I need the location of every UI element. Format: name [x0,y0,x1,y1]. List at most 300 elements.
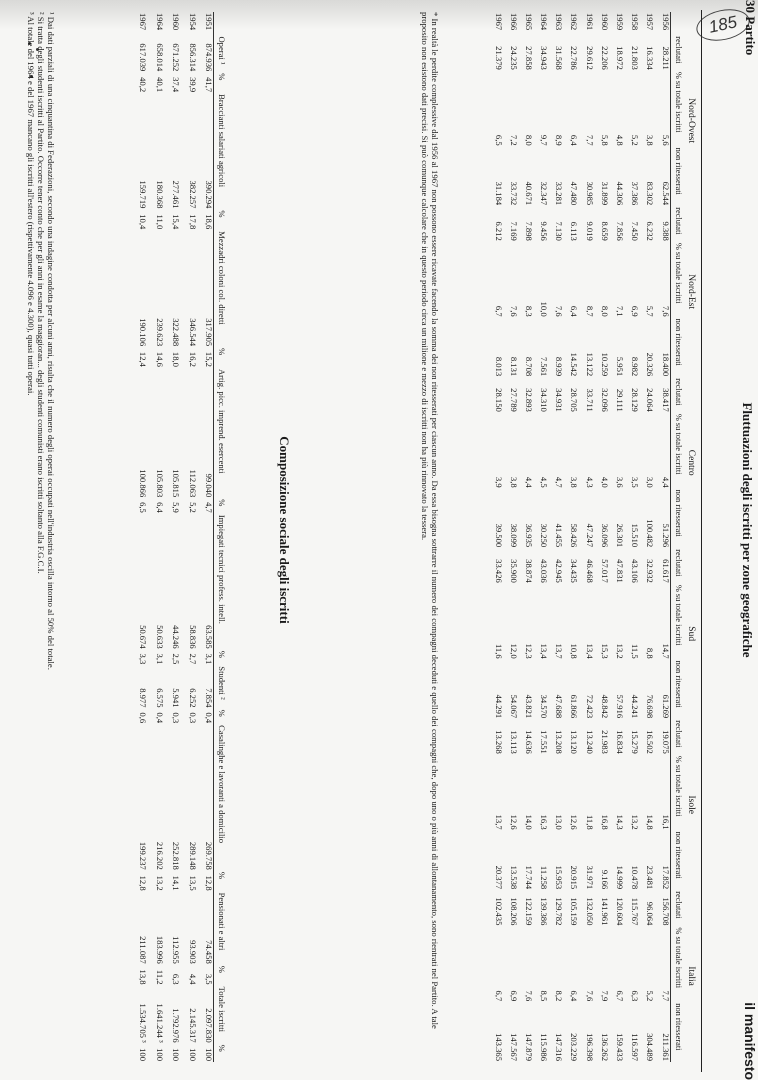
table-cell: 0,4 [154,712,165,724]
year-cell: 1951 [204,13,215,31]
table-cell: 11,6 [493,643,504,659]
table-cell: 44.291 [493,694,504,719]
table-cell: 18,0 [171,351,182,367]
column-header-row [214,12,226,1062]
column-header: non ritesserati [670,831,682,891]
column-header: Pensionati e altri [214,892,226,965]
social-composition-table [131,12,226,1062]
column-header: % [214,498,226,514]
table-cell: 4,7 [554,476,565,488]
table-cell: 54.067 [508,694,519,719]
year-cell: 1958 [630,13,641,31]
table-row [131,12,148,1062]
table-cell: 3,1 [154,653,165,665]
table-row [654,12,670,1062]
table-cell: 7.561 [539,356,550,377]
table-cell: 58.426 [569,523,580,548]
table-cell: 4,0 [599,476,610,488]
table-cell: 44.306 [615,181,626,206]
table-cell: 8,8 [645,647,656,659]
table-cell: 239.623 [154,318,165,347]
table-cell: 100 [154,1048,165,1061]
table-cell: 13,0 [554,814,565,830]
table-cell: 40,1 [154,77,165,93]
table-cell: 5,8 [599,134,610,146]
table-cell: 17.852 [660,865,671,890]
table-cell: 23.481 [645,865,656,890]
table-cell: 216.202 [154,841,165,870]
region-header: Sud [686,626,696,642]
table-cell: 7,9 [599,990,610,1002]
table-cell: 100.866 [138,469,149,498]
year-cell: 1964 [154,13,165,31]
table-cell: 8,3 [523,305,534,317]
table-cell: 0,3 [187,712,198,724]
table-cell: 6,5 [493,134,504,146]
table-row [197,12,214,1062]
table-row [518,12,533,1062]
column-header: % [214,1044,226,1062]
year-cell: 1954 [187,13,198,31]
column-header: reclutati [670,719,682,755]
geographic-fluctuations-table [487,12,695,1062]
table-cell: 41,7 [204,77,215,93]
table-cell: 190.106 [138,318,149,347]
table-cell: 7,1 [615,305,626,317]
table-cell: 3,3 [138,653,149,665]
table-cell: 13.208 [554,730,565,754]
column-header: reclutati [670,548,682,584]
table-cell: 18,6 [204,214,215,230]
table-cell: 22.786 [569,46,580,70]
table-cell: 6,9 [508,990,519,1002]
table-cell: 50.674 [138,625,149,649]
table-cell: 4,5 [539,476,550,488]
table-cell: 58.836 [187,625,198,649]
table-row [609,12,624,1062]
table-cell: 47.247 [584,523,595,548]
table-cell: 15,2 [204,351,215,367]
table-cell: 13,5 [187,875,198,891]
table-cell: 17.551 [539,730,550,754]
table-cell: 5.941 [171,688,182,708]
table-cell: 14.542 [569,352,580,377]
table-cell: 180.368 [154,180,165,209]
table-row [548,12,563,1062]
table-cell: 6,4 [569,305,580,317]
table-cell: 7.898 [523,221,534,241]
table-cell: 39.500 [493,523,504,548]
table-cell: 14,0 [523,814,534,830]
table-cell: 14,8 [645,814,656,830]
table-cell: 76.698 [645,694,656,719]
region-header: Italia [686,966,696,986]
table-cell: 35.900 [508,559,519,583]
footnote: ³ Al totale del 1964 e del 1967 mancano gli iscritti all'estero (rispettivamente 4.096 e 4.300), quasi tutti operai. [26,12,36,396]
table-cell: 28.705 [569,388,580,412]
table-cell: 3,6 [615,476,626,488]
table-cell: 7.130 [554,221,565,241]
table-cell: 18.400 [660,352,671,377]
table-cell: 7,6 [660,305,671,317]
table-cell: 18.972 [615,46,626,70]
year-cell: 1960 [599,13,610,31]
table1-note: * In realtà le perdite complessive dal 1956 al 1967 non possono essere ricavate facendo la somma dei non ritesserati per ciascun anno. Da essa bisogna sottrarre il numero dei compagni deceduti e quello dei compagni che, dopo uno o più anni di allontanamento, sono rientrati nel Partito. A tale proposito non esistono dati precisi. Si può comunque calcolare che in questo periodo circa un milione e mezzo di iscritti non ha più rinnovato la tessera. [420,12,440,1029]
table-cell: 8.939 [554,356,565,377]
table-row [624,12,639,1062]
table-cell: 27.858 [523,46,534,70]
table-cell: 9.166 [599,869,610,890]
year-cell: 1966 [508,13,519,31]
table-cell: 24.235 [508,46,519,70]
column-header: reclutati [670,890,682,926]
table-cell: 12,3 [523,643,534,659]
year-cell: 1960 [171,13,182,31]
table-row [579,12,594,1062]
column-header: non ritesserati [670,147,682,207]
table-cell: 33.426 [493,559,504,583]
table-cell: 159.433 [615,1033,626,1061]
table-cell: 658.014 [154,43,165,72]
table-cell: 3,1 [204,653,215,665]
column-header: % [214,871,226,892]
table-cell: 102.435 [493,897,504,926]
table-cell: 289.148 [187,841,198,870]
footnote: ¹ Dai dati parziali di una cinquantina di Federazioni, secondo una indagine condotta per alcuni anni, risulta che il numero degli operai occupati nell'industria oscilla intorno al 50% del totale. [46,12,56,670]
table-cell: 122.159 [523,897,534,926]
table-cell: 34.435 [569,559,580,583]
table-cell: 6,5 [138,502,149,513]
region-header: Nord-Est [686,274,696,310]
column-header-row [670,12,682,1062]
table-cell: 8,9 [554,134,565,146]
publication-name: il manifesto [742,1002,758,1080]
table-cell: 322.488 [171,318,182,347]
table-cell: 34.943 [539,46,550,70]
table-cell: 112.955 [171,936,182,964]
table-cell: 159.719 [138,180,149,209]
table-cell: 28.150 [493,388,504,412]
table-cell: 856.314 [187,43,198,72]
table-cell: 96.064 [645,901,656,926]
year-cell: 1961 [584,13,595,31]
table-cell: 43.821 [523,694,534,719]
table-cell: 13.240 [584,730,595,754]
table-cell: 16,3 [539,814,550,830]
table-cell: 9,7 [539,134,550,146]
table-cell: 10,0 [539,301,550,317]
table-cell: 36.935 [523,523,534,548]
handwritten-page-number: 185 [693,5,752,46]
table-cell: 62.544 [660,181,671,206]
table-cell: 10,8 [569,643,580,659]
table-cell: 43.036 [539,559,550,583]
table-cell: 6,7 [493,305,504,317]
table-cell: 37.386 [630,181,641,206]
table-cell: 2,7 [187,653,198,665]
table-cell: 115.986 [539,1033,550,1061]
table-cell: 8.708 [523,356,534,377]
table-cell: 10.259 [599,352,610,377]
table-cell: 8,0 [523,134,534,146]
table-cell: 4,8 [615,134,626,146]
table-cell: 30.985 [584,181,595,206]
table-cell: 6,7 [493,990,504,1002]
table-cell: 1.641.244 ³ [154,1003,165,1043]
table-cell: 7,6 [508,305,519,317]
table-cell: 4,4 [187,973,198,985]
region-header: Nord-Ovest [686,98,696,144]
table-cell: 8,2 [554,990,565,1002]
table-cell: 13,4 [584,643,595,659]
table-cell: 47.480 [569,181,580,206]
table-cell: 203.229 [569,1033,580,1061]
table-cell: 16,2 [187,351,198,367]
table-cell: 211.087 [138,936,149,964]
table-cell: 9.456 [539,221,550,241]
table-cell: 61.269 [660,694,671,719]
table-cell: 43.106 [630,559,641,583]
table-cell: 5,2 [187,502,198,513]
table-cell: 11.258 [539,865,550,890]
table-cell: 100 [171,1048,182,1061]
table-cell: 51.296 [660,523,671,548]
table-cell: 16,8 [599,814,610,830]
column-header: reclutati [670,377,682,413]
table-cell: 7,2 [508,134,519,146]
table-cell: 21.803 [630,46,641,70]
table-cell: 16.334 [645,46,656,70]
table-cell: 17.744 [523,865,534,890]
table-cell: 17,8 [187,214,198,230]
table-row [594,12,609,1062]
table-cell: 112.063 [187,469,198,498]
table-cell: 16.502 [645,730,656,754]
table-cell: 28.129 [630,388,641,412]
table-cell: 100 [138,1048,149,1061]
table-cell: 12,8 [138,875,149,891]
table-cell: 390.294 [204,180,215,209]
column-header: non ritesserati [670,1002,682,1062]
table-cell: 6,3 [630,990,641,1002]
table-cell: 31.184 [493,181,504,206]
table-cell: 13,2 [615,643,626,659]
column-header: % su totale iscritti [670,242,682,318]
table-cell: 13,4 [539,643,550,659]
table-row [503,12,518,1062]
table-cell: 13,2 [630,814,641,830]
table-cell: 13.268 [493,730,504,754]
table-cell: 38.874 [523,559,534,583]
table-cell: 199.237 [138,841,149,870]
table-cell: 6.575 [154,688,165,708]
table-cell: 6.113 [569,221,580,241]
table-cell: 3,8 [569,476,580,488]
table-cell: 33.732 [508,181,519,206]
title-rule [701,10,702,1072]
table-cell: 7.169 [508,221,519,241]
table-cell: 8,7 [584,305,595,317]
table-cell: 22.206 [599,46,610,70]
table-cell: 269.758 [204,841,215,870]
table-cell: 147.879 [523,1033,534,1061]
table-cell: 156.708 [660,897,671,926]
table-cell: 15,4 [171,214,182,230]
table-cell: 14.636 [523,730,534,754]
footnote: ² Si tratta degli studenti iscritti al Partito. Occorre tener conto che per gli anni in esame la maggioran... degli studenti comunisti erano iscritti soltanto alla F.G.C.I. [36,12,46,574]
table-cell: 6.212 [493,221,504,241]
table-cell: 37,4 [171,77,182,93]
table-cell: 346.544 [187,318,198,347]
table-cell: 13.122 [584,352,595,377]
table-cell: 12,4 [138,351,149,367]
column-header: reclutati [670,35,682,71]
table-cell: 11,5 [630,643,641,659]
column-header: % su totale iscritti [670,71,682,147]
table-cell: 16,1 [660,814,671,830]
table-cell: 3,5 [630,476,641,488]
table-cell: 20.326 [645,352,656,377]
table-cell: 38.099 [508,523,519,548]
table-cell: 42.945 [554,559,565,583]
table-cell: 0,3 [171,712,182,724]
table-cell: 11,2 [154,969,165,985]
column-header: Braccianti salariati agricoli [214,93,226,209]
table-cell: 6,4 [569,990,580,1002]
table-cell: 48.842 [599,694,610,719]
column-header: % [214,347,226,368]
table-cell: 15.510 [630,523,641,548]
table-cell: 6,4 [154,502,165,513]
year-cell: 1956 [660,13,671,31]
table-cell: 2.097.830 [204,1008,215,1043]
table-cell: 10,4 [138,214,149,230]
year-cell: 1964 [539,13,550,31]
table-cell: 277.461 [171,180,182,209]
table-cell: 8,0 [599,305,610,317]
table-cell: 61.866 [569,694,580,719]
table-cell: 4,4 [523,476,534,488]
table-cell: 141.961 [599,897,610,926]
table-row [563,12,578,1062]
table-cell: 13.538 [508,865,519,890]
table-cell: 44.241 [630,694,641,719]
table-cell: 105.815 [171,469,182,498]
column-header: Totale iscritti [214,986,226,1044]
table-cell: 57.916 [615,694,626,719]
table-cell: 108.206 [508,897,519,926]
column-header: Casalinghe e lavoranti a domicilio [214,724,226,871]
table-cell: 12,8 [204,875,215,891]
table-cell: 14,6 [154,351,165,367]
table-cell: 34.310 [539,388,550,412]
table-cell: 28.211 [660,46,671,70]
table-cell: 13.120 [569,730,580,754]
column-header: Mezzadri coloni col. diretti [214,230,226,347]
table-row [639,12,654,1062]
table-cell: 93.903 [187,940,198,964]
table-cell: 7,6 [523,990,534,1002]
table-cell: 382.257 [187,180,198,209]
table-cell: 5,6 [660,134,671,146]
table-cell: 32.096 [599,388,610,412]
table-cell: 120.604 [615,897,626,926]
table-cell: 5,7 [645,305,656,317]
table-cell: 1.534.705 ³ [138,1003,149,1043]
table-cell: 5,2 [630,134,641,146]
table-cell: 0,6 [138,712,149,724]
table-cell: 50.633 [154,625,165,649]
table-cell: 671.252 [171,43,182,72]
table-cell: 136.262 [599,1033,610,1061]
table-cell: 19.075 [660,730,671,754]
table-cell: 3,5 [204,973,215,985]
page-folio: 30 Partito [743,0,758,56]
table-cell: 29.111 [615,388,626,412]
column-header: non ritesserati [670,489,682,549]
table-cell: 115.767 [630,897,641,926]
table-cell: 139.386 [539,897,550,926]
table-cell: 38.417 [660,388,671,412]
table-cell: 74.458 [204,940,215,964]
table-cell: 143.365 [493,1033,504,1061]
table-cell: 5.951 [615,356,626,377]
table-cell: 116.597 [630,1033,641,1061]
year-cell: 1957 [645,13,656,31]
table-cell: 40,2 [138,77,149,93]
column-header: non ritesserati [670,318,682,378]
table-cell: 100 [187,1048,198,1061]
table-cell: 36.096 [599,523,610,548]
column-header: % [214,72,226,93]
table-cell: 6,7 [615,990,626,1002]
year-column-header [670,12,682,35]
table-cell: 44.246 [171,625,182,649]
table-cell: 252.818 [171,841,182,870]
table-cell: 1.792.976 [171,1008,182,1043]
table-cell: 132.050 [584,897,595,926]
region-header: Centro [686,449,696,476]
column-header: % [214,650,226,666]
table-cell: 13,7 [554,643,565,659]
table-cell: 7.854 [204,688,215,708]
table-cell: 8.131 [508,356,519,377]
table-cell: 183.996 [154,935,165,964]
column-header: Operai ¹ [214,35,226,72]
table-cell: 105.803 [154,469,165,498]
column-header: % su totale iscritti [670,926,682,1002]
column-header: % su totale iscritti [670,755,682,831]
table-cell: 9.388 [660,221,671,241]
table-cell: 32.932 [645,559,656,583]
table-cell: 2.145.317 [187,1008,198,1043]
table-cell: 7.856 [615,221,626,241]
table-cell: 63.585 [204,625,215,649]
year-cell: 1959 [615,13,626,31]
table-cell: 21.983 [599,730,610,754]
column-header: % [214,209,226,230]
table-cell: 129.782 [554,897,565,926]
table-cell: 12,0 [508,643,519,659]
table-cell: 2,5 [171,653,182,665]
table-row [147,12,164,1062]
table-cell: 39,9 [187,77,198,93]
table-row [533,12,548,1062]
table-cell: 3,8 [645,134,656,146]
table-cell: 15.279 [630,730,641,754]
table-cell: 14,1 [171,875,182,891]
table-cell: 7,6 [554,305,565,317]
